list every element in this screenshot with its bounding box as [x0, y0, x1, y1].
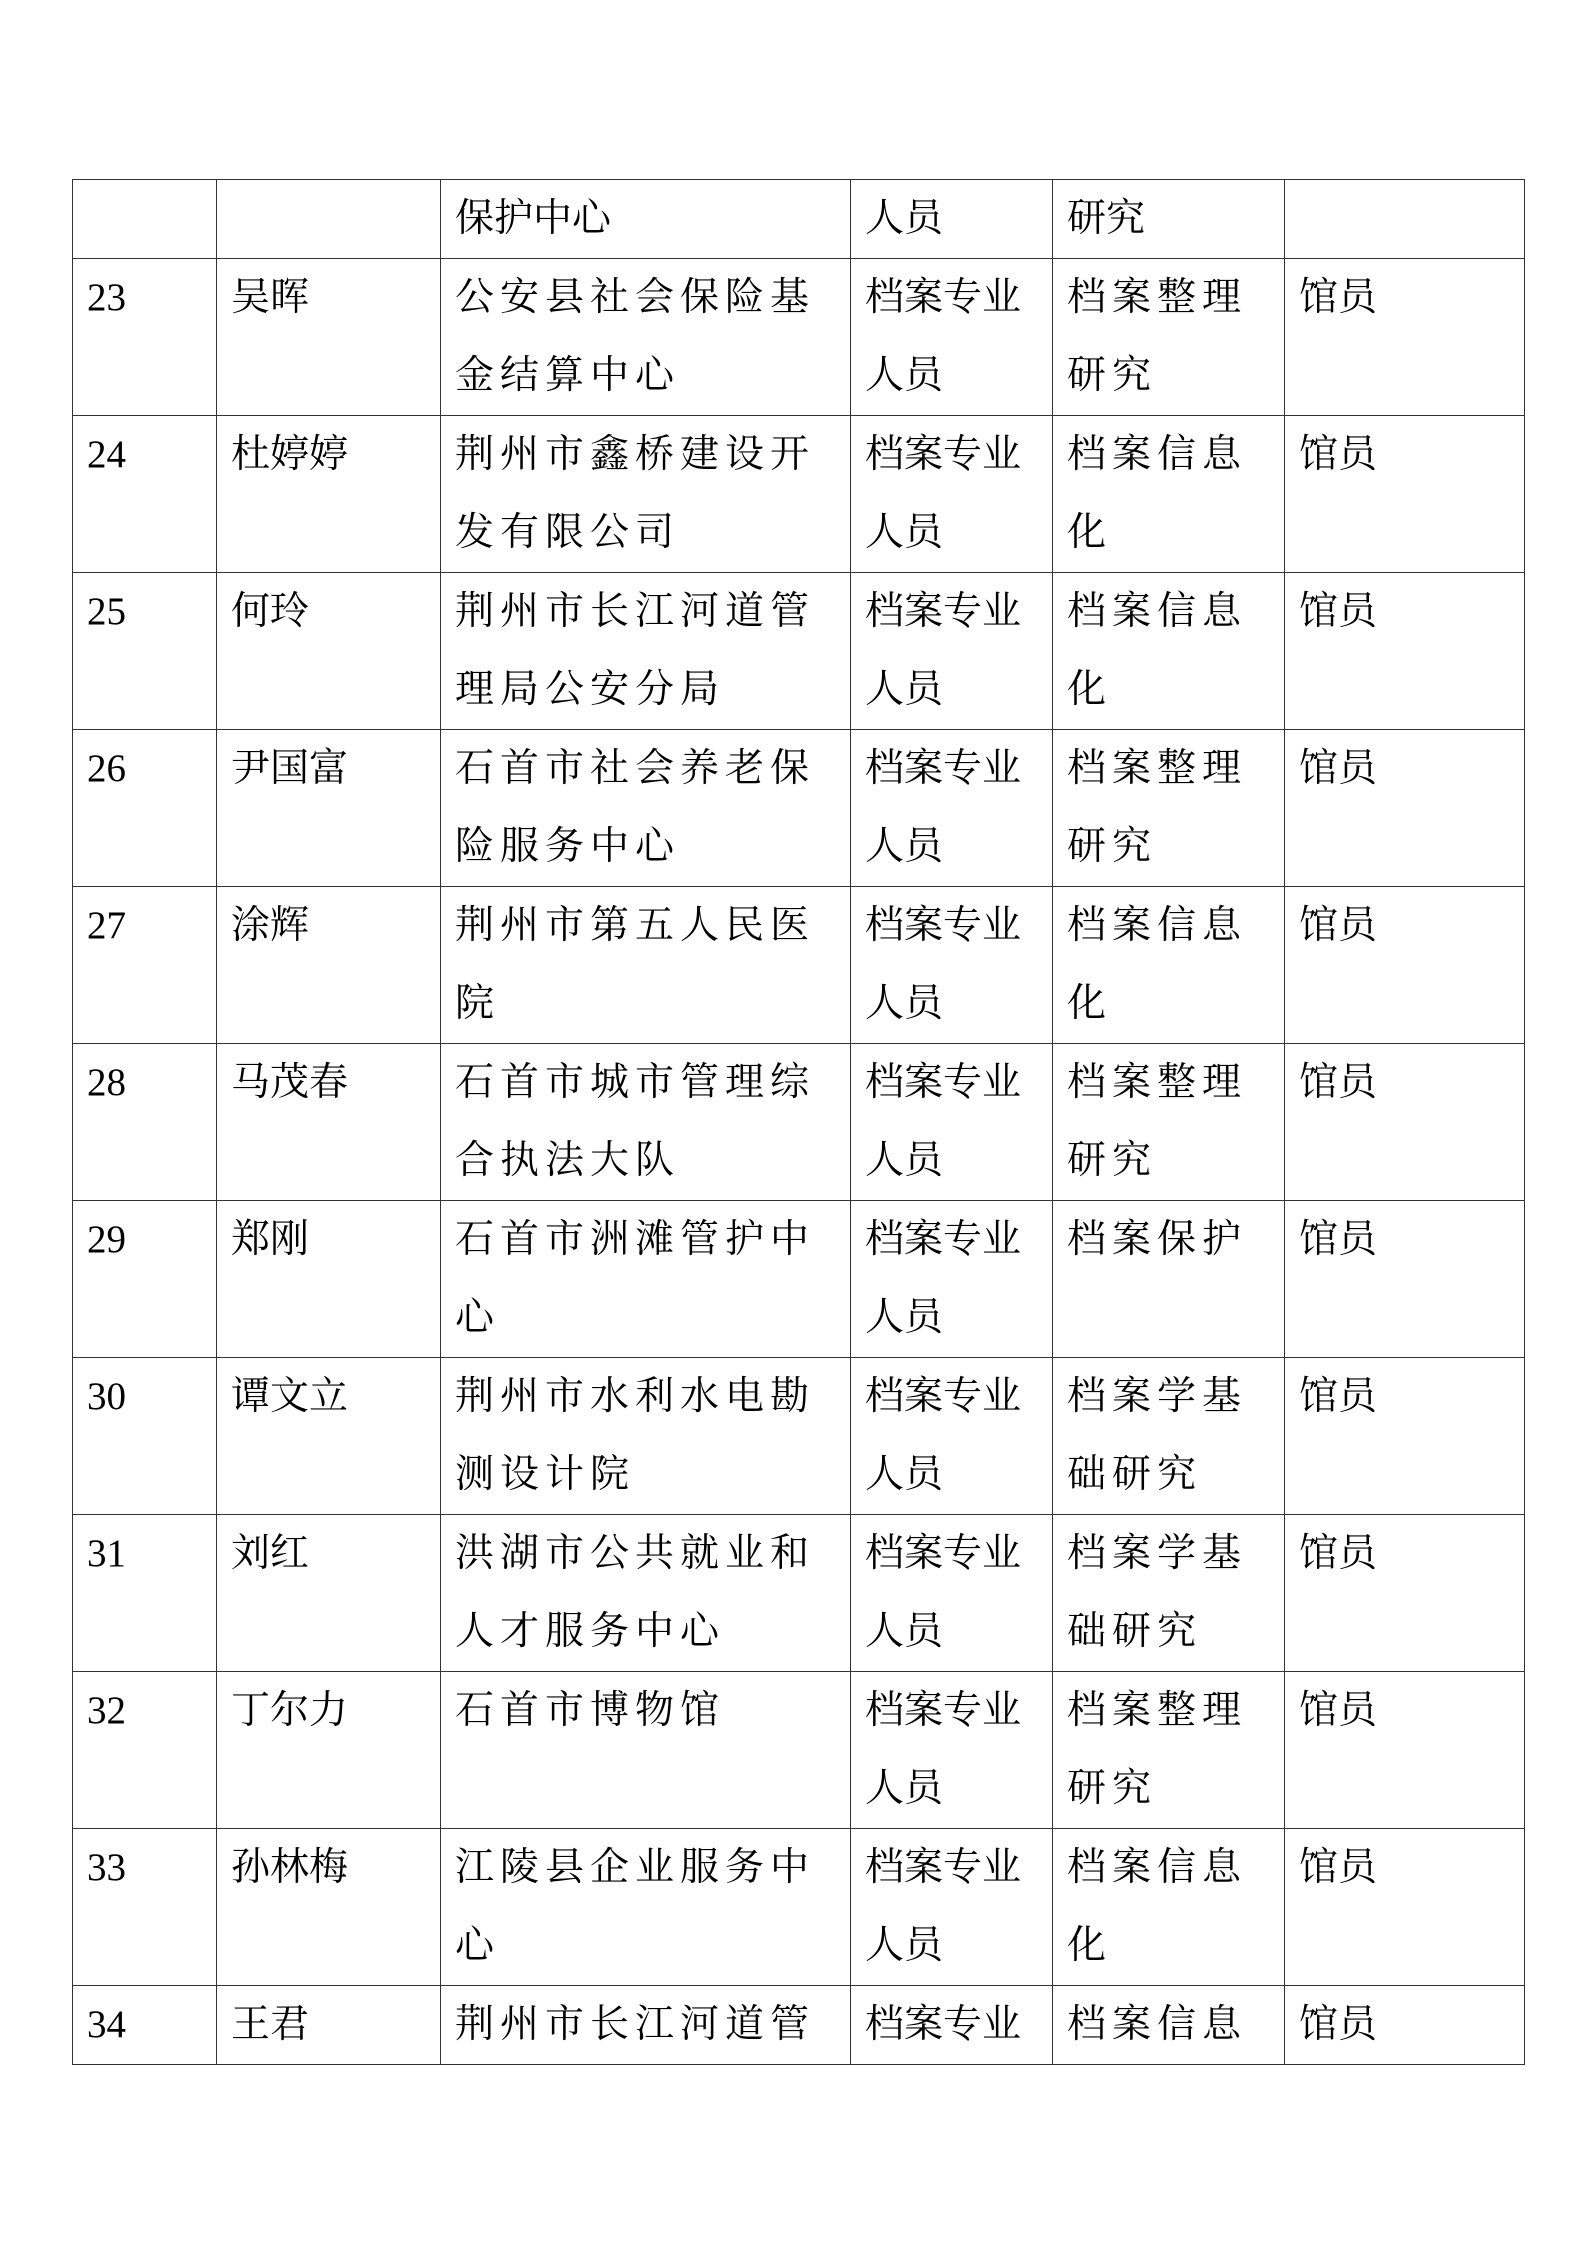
cell-name: 吴晖: [217, 259, 441, 416]
cell-field: 档案保护: [1053, 1201, 1285, 1358]
cell-category: 档案专业人员: [851, 1515, 1053, 1672]
cell-title: 馆员: [1285, 259, 1525, 416]
cell-field: 档案整理研究: [1053, 1672, 1285, 1829]
table-row: [73, 573, 1525, 730]
cell-field: 档案学基础研究: [1053, 1358, 1285, 1515]
cell-unit: 荆州市长江河道管理局公安分局: [441, 573, 851, 730]
cell-no: 30: [73, 1358, 217, 1515]
table-row: [73, 1672, 1525, 1829]
cell-no: 32: [73, 1672, 217, 1829]
cell-field: 档案信息: [1053, 1986, 1285, 2065]
personnel-table-body: [73, 180, 1525, 2065]
cell-title: 馆员: [1285, 573, 1525, 730]
cell-category: 档案专业: [851, 1986, 1053, 2065]
cell-unit: 江陵县企业服务中心: [441, 1829, 851, 1986]
cell-title: 馆员: [1285, 1986, 1525, 2065]
cell-name: [217, 180, 441, 259]
cell-name: 丁尔力: [217, 1672, 441, 1829]
cell-title: 馆员: [1285, 1672, 1525, 1829]
cell-no: 25: [73, 573, 217, 730]
cell-unit: 保护中心: [441, 180, 851, 259]
cell-title: 馆员: [1285, 416, 1525, 573]
table-row: [73, 1515, 1525, 1672]
table-row-partial: [73, 1986, 1525, 2065]
cell-field: 档案整理研究: [1053, 1044, 1285, 1201]
cell-category: 档案专业人员: [851, 416, 1053, 573]
table-row: [73, 1358, 1525, 1515]
cell-field: 档案信息化: [1053, 416, 1285, 573]
cell-unit: 荆州市长江河道管: [441, 1986, 851, 2065]
cell-unit: 石首市博物馆: [441, 1672, 851, 1829]
cell-name: 尹国富: [217, 730, 441, 887]
cell-field: 档案信息化: [1053, 887, 1285, 1044]
cell-category: 人员: [851, 180, 1053, 259]
cell-no: 34: [73, 1986, 217, 2065]
table-row: [73, 730, 1525, 887]
cell-no: 24: [73, 416, 217, 573]
cell-title: [1285, 180, 1525, 259]
cell-name: 谭文立: [217, 1358, 441, 1515]
cell-unit: 石首市城市管理综合执法大队: [441, 1044, 851, 1201]
cell-no: 33: [73, 1829, 217, 1986]
cell-unit: 石首市社会养老保险服务中心: [441, 730, 851, 887]
cell-field: 档案整理研究: [1053, 730, 1285, 887]
cell-title: 馆员: [1285, 1358, 1525, 1515]
table-row: [73, 1829, 1525, 1986]
cell-name: 涂辉: [217, 887, 441, 1044]
cell-no: 27: [73, 887, 217, 1044]
cell-field: 研究: [1053, 180, 1285, 259]
cell-title: 馆员: [1285, 887, 1525, 1044]
cell-title: 馆员: [1285, 1201, 1525, 1358]
cell-unit: 洪湖市公共就业和人才服务中心: [441, 1515, 851, 1672]
cell-no: 23: [73, 259, 217, 416]
cell-category: 档案专业人员: [851, 1358, 1053, 1515]
cell-name: 马茂春: [217, 1044, 441, 1201]
cell-title: 馆员: [1285, 1044, 1525, 1201]
cell-field: 档案信息化: [1053, 1829, 1285, 1986]
table-row: [73, 416, 1525, 573]
cell-category: 档案专业人员: [851, 259, 1053, 416]
cell-category: 档案专业人员: [851, 1201, 1053, 1358]
cell-category: 档案专业人员: [851, 573, 1053, 730]
cell-name: 郑刚: [217, 1201, 441, 1358]
cell-no: 29: [73, 1201, 217, 1358]
cell-title: 馆员: [1285, 730, 1525, 887]
cell-name: 何玲: [217, 573, 441, 730]
table-row: [73, 887, 1525, 1044]
cell-no: 28: [73, 1044, 217, 1201]
cell-unit: 公安县社会保险基金结算中心: [441, 259, 851, 416]
cell-title: 馆员: [1285, 1515, 1525, 1672]
cell-unit: 荆州市鑫桥建设开发有限公司: [441, 416, 851, 573]
personnel-table: [72, 179, 1525, 2065]
cell-unit: 荆州市水利水电勘测设计院: [441, 1358, 851, 1515]
cell-no: 26: [73, 730, 217, 887]
cell-field: 档案信息化: [1053, 573, 1285, 730]
cell-unit: 石首市洲滩管护中心: [441, 1201, 851, 1358]
cell-category: 档案专业人员: [851, 887, 1053, 1044]
cell-category: 档案专业人员: [851, 1044, 1053, 1201]
cell-name: 孙林梅: [217, 1829, 441, 1986]
cell-name: 杜婷婷: [217, 416, 441, 573]
table-row: [73, 1044, 1525, 1201]
cell-no: 31: [73, 1515, 217, 1672]
cell-category: 档案专业人员: [851, 730, 1053, 887]
cell-field: 档案学基础研究: [1053, 1515, 1285, 1672]
table-row: [73, 1201, 1525, 1358]
cell-name: 王君: [217, 1986, 441, 2065]
table-row-continued: [73, 180, 1525, 259]
cell-title: 馆员: [1285, 1829, 1525, 1986]
cell-name: 刘红: [217, 1515, 441, 1672]
cell-category: 档案专业人员: [851, 1672, 1053, 1829]
cell-unit: 荆州市第五人民医院: [441, 887, 851, 1044]
cell-no: [73, 180, 217, 259]
cell-field: 档案整理研究: [1053, 259, 1285, 416]
cell-category: 档案专业人员: [851, 1829, 1053, 1986]
table-row: [73, 259, 1525, 416]
